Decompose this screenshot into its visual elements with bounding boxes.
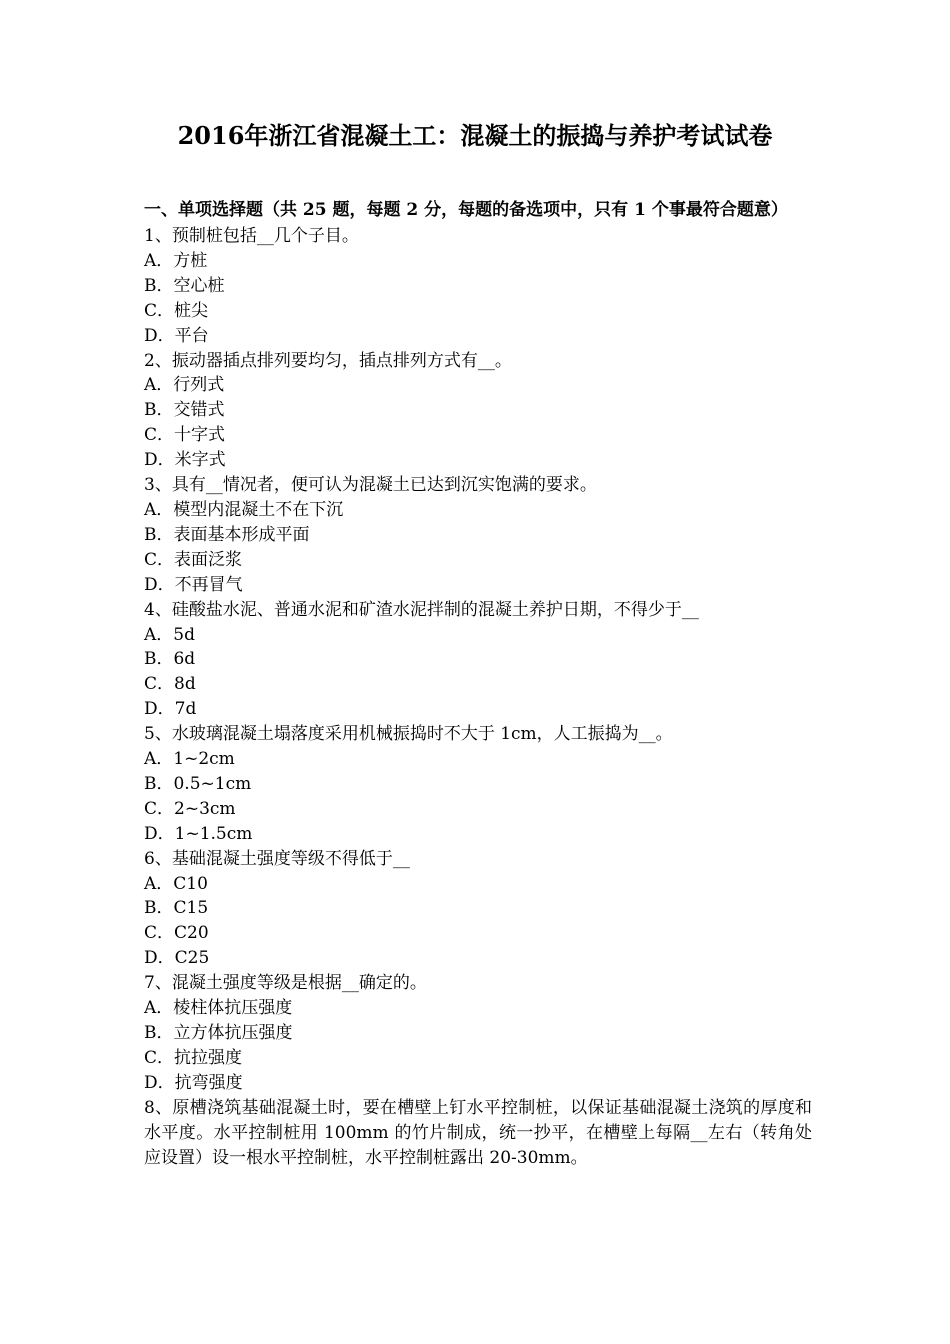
option-a: A．行列式 <box>144 375 225 396</box>
option-d: D．平台 <box>144 325 209 346</box>
option-d: D．7d <box>144 699 197 720</box>
question-text: 7、混凝土强度等级是根据__确定的。 <box>144 973 427 994</box>
question-text: 6、基础混凝土强度等级不得低于__ <box>144 848 410 869</box>
question-block <box>144 598 812 723</box>
option-d: D．抗弯强度 <box>144 1072 243 1093</box>
option-b: B．立方体抗压强度 <box>144 1023 293 1043</box>
question-text: 4、硅酸盐水泥、普通水泥和矿渣水泥拌制的混凝土养护日期，不得少于__ <box>144 599 699 620</box>
option-a: A．方桩 <box>144 250 208 271</box>
option-c: C．2~3cm <box>144 798 236 819</box>
question-text: 8、原槽浇筑基础混凝土时，要在槽壁上钉水平控制桩，以保证基础混凝土浇筑的厚度和水平度。水平控制桩用 100mm 的竹片制成，统一抄平，在槽壁上每隔__左右（转角处应设置）设一根水平控制桩，水平控制桩露出 20-30mm。 <box>144 1097 812 1168</box>
question-block <box>144 971 812 1096</box>
question-block <box>144 473 812 598</box>
option-c: C．十字式 <box>144 425 226 446</box>
option-a: A．1~2cm <box>144 749 235 770</box>
option-b: B．0.5~1cm <box>144 773 252 794</box>
option-c: C．抗拉强度 <box>144 1047 243 1068</box>
option-d: D．不再冒气 <box>144 574 243 595</box>
question-text: 1、预制桩包括__几个子目。 <box>144 226 359 246</box>
section-heading: 一、单项选择题（共 25 题，每题 2 分，每题的备选项中，只有 1 个事最符合题意） <box>144 200 788 220</box>
question-block <box>144 722 812 847</box>
option-b: B．空心桩 <box>144 275 225 296</box>
option-a: A．C10 <box>144 873 208 894</box>
option-b: B．6d <box>144 649 196 670</box>
option-a: A．5d <box>144 624 195 645</box>
option-d: D．C25 <box>144 948 210 969</box>
option-b: B．交错式 <box>144 400 225 421</box>
option-b: B．表面基本形成平面 <box>144 524 310 545</box>
question-block <box>144 1096 812 1171</box>
option-c: C．表面泛浆 <box>144 549 243 570</box>
question-text: 5、水玻璃混凝土塌落度采用机械振捣时不大于 1cm，人工振捣为__。 <box>144 724 673 745</box>
option-c: C．桩尖 <box>144 300 209 321</box>
question-text: 3、具有__情况者，便可认为混凝土已达到沉实饱满的要求。 <box>144 475 597 496</box>
option-d: D．米字式 <box>144 450 226 471</box>
option-c: C．8d <box>144 674 196 695</box>
question-text: 2、振动器插点排列要均匀，插点排列方式有__。 <box>144 350 512 371</box>
option-d: D．1~1.5cm <box>144 823 253 844</box>
question-block <box>144 847 812 972</box>
option-a: A．棱柱体抗压强度 <box>144 998 293 1019</box>
question-block <box>144 349 812 474</box>
option-c: C．C20 <box>144 923 209 944</box>
document-body <box>144 198 812 1170</box>
document-title: 2016年浙江省混凝土工：混凝土的振捣与养护考试试卷 <box>177 121 773 150</box>
question-block <box>144 224 812 349</box>
option-a: A．模型内混凝土不在下沉 <box>144 499 344 520</box>
option-b: B．C15 <box>144 898 209 919</box>
